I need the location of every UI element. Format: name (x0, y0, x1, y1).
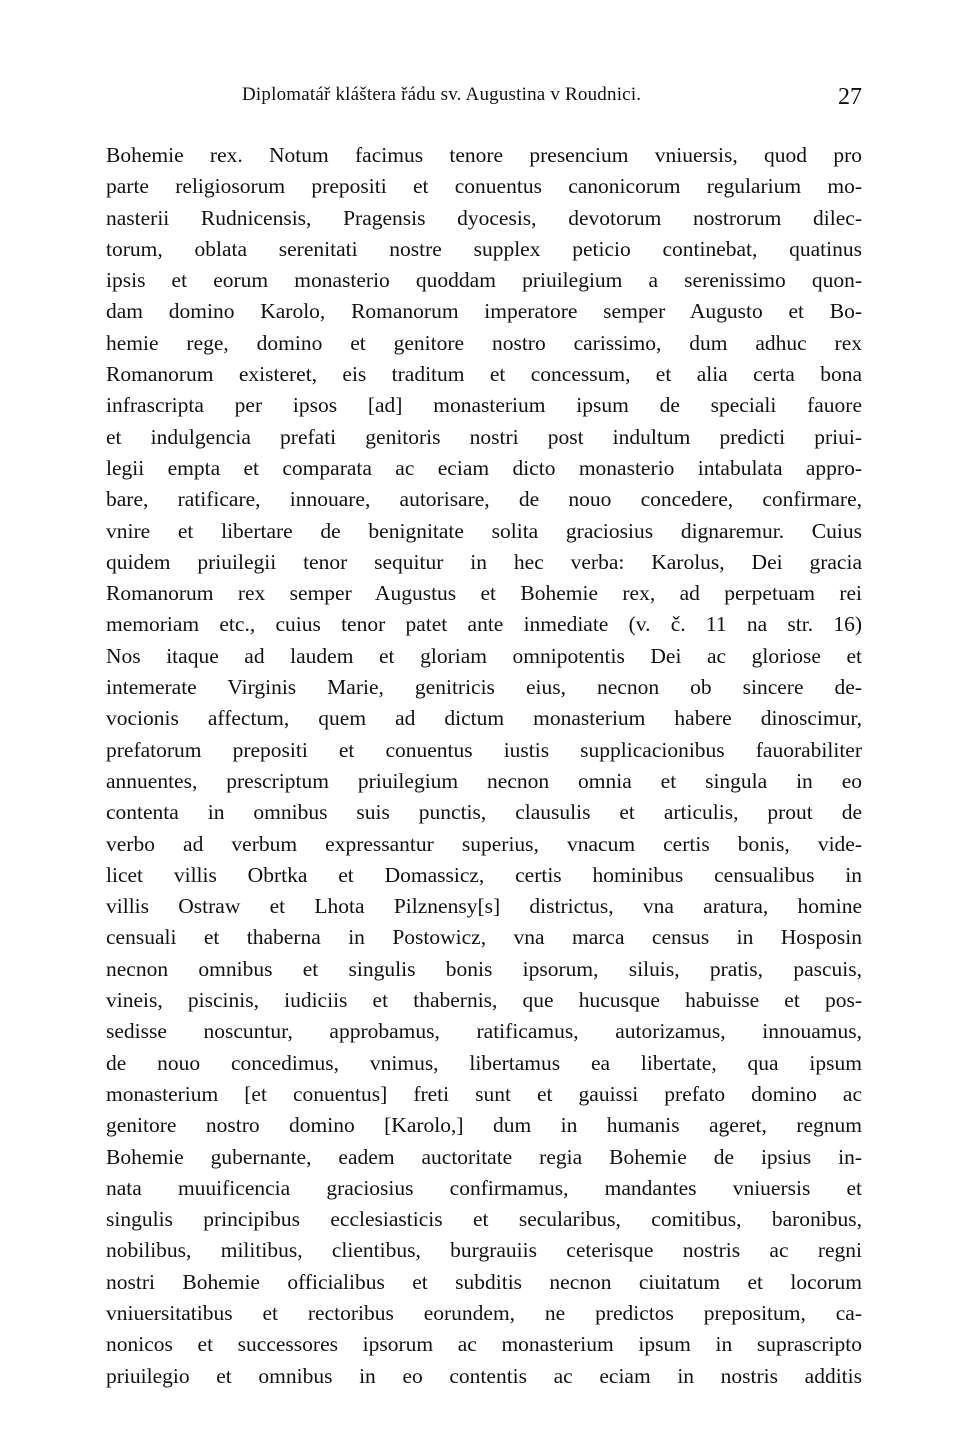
text-line: legii empta et comparata ac eciam dicto monasterio intabulata appro- (106, 455, 862, 480)
text-line: villis Ostraw et Lhota Pilznensy[s] districtus, vna aratura, homine (106, 894, 862, 919)
text-line: prefatorum prepositi et conuentus iustis supplicacionibus fauorabiliter (106, 737, 862, 762)
text-line: nonicos et successores ipsorum ac monasterium ipsum in suprascripto (106, 1332, 862, 1357)
text-line: infrascripta per ipsos [ad] monasterium ipsum de speciali fauore (106, 393, 862, 418)
text-line: torum, oblata serenitati nostre supplex peticio continebat, quatinus (106, 236, 862, 261)
text-line: parte religiosorum prepositi et conuentus canonicorum regularium mo- (106, 174, 862, 199)
text-line: Nos itaque ad laudem et gloriam omnipotentis Dei ac gloriose et (106, 643, 862, 668)
text-line: de nouo concedimus, vnimus, libertamus ea libertate, qua ipsum (106, 1050, 862, 1075)
text-line: memoriam etc., cuius tenor patet ante inmediate (v. č. 11 na str. 16) (106, 612, 862, 637)
text-line: annuentes, prescriptum priuilegium necnon omnia et singula in eo (106, 768, 862, 793)
text-line: vnire et libertare de benignitate solita graciosius dignaremur. Cuius (106, 518, 862, 543)
running-header (106, 84, 862, 112)
text-line: vniuersitatibus et rectoribus eorundem, ne predictos prepositum, ca- (106, 1300, 862, 1325)
text-line: sedisse noscuntur, approbamus, ratificamus, autorizamus, innouamus, (106, 1019, 862, 1044)
text-line: vocionis affectum, quem ad dictum monasterium habere dinoscimur, (106, 706, 862, 731)
text-line: censuali et thaberna in Postowicz, vna marca census in Hosposin (106, 925, 862, 950)
text-line: et indulgencia prefati genitoris nostri post indultum predicti priui- (106, 424, 862, 449)
text-line: nobilibus, militibus, clientibus, burgrauiis ceterisque nostris ac regni (106, 1238, 862, 1263)
body-text (106, 140, 862, 1392)
text-line: genitore nostro domino [Karolo,] dum in humanis ageret, regnum (106, 1113, 862, 1138)
text-line: necnon omnibus et singulis bonis ipsorum, siluis, pratis, pascuis, (106, 956, 862, 981)
text-line: bare, ratificare, innouare, autorisare, de nouo concedere, confirmare, (106, 487, 862, 512)
text-line: nata muuificencia graciosius confirmamus, mandantes vniuersis et (106, 1175, 862, 1200)
text-line: Bohemie gubernante, eadem auctoritate regia Bohemie de ipsius in- (106, 1144, 862, 1169)
text-line: monasterium [et conuentus] freti sunt et gauissi prefato domino ac (106, 1081, 862, 1106)
text-line: Romanorum rex semper Augustus et Bohemie rex, ad perpetuam rei (106, 581, 862, 606)
text-line: dam domino Karolo, Romanorum imperatore semper Augusto et Bo- (106, 299, 862, 324)
text-line: singulis principibus ecclesiasticis et secularibus, comitibus, baronibus, (106, 1207, 862, 1232)
text-line: Bohemie rex. Notum facimus tenore presencium vniuersis, quod pro (106, 143, 862, 167)
text-line: verbo ad verbum expressantur superius, vnacum certis bonis, vide- (106, 831, 862, 856)
text-line: contenta in omnibus suis punctis, clausulis et articulis, prout de (106, 800, 862, 825)
text-line: vineis, piscinis, iudiciis et thabernis, que hucusque habuisse et pos- (106, 988, 862, 1013)
text-line: quidem priuilegii tenor sequitur in hec verba: Karolus, Dei gracia (106, 549, 862, 574)
text-line: ipsis et eorum monasterio quoddam priuilegium a serenissimo quon- (106, 268, 862, 293)
running-header-title: Diplomatář kláštera řádu sv. Augustina v Roudnici. (242, 84, 642, 105)
text-line: priuilegio et omnibus in eo contentis ac eciam in nostris additis (106, 1363, 862, 1388)
text-line: nasterii Rudnicensis, Pragensis dyocesis, devotorum nostrorum dilec- (106, 205, 862, 230)
text-line: hemie rege, domino et genitore nostro carissimo, dum adhuc rex (106, 330, 862, 355)
text-line: Romanorum existeret, eis traditum et concessum, et alia certa bona (106, 362, 862, 387)
text-line: intemerate Virginis Marie, genitricis eius, necnon ob sincere de- (106, 675, 862, 700)
page-number: 27 (838, 84, 862, 110)
text-line: nostri Bohemie officialibus et subditis necnon ciuitatum et locorum (106, 1269, 862, 1294)
text-line: licet villis Obrtka et Domassicz, certis hominibus censualibus in (106, 862, 862, 887)
